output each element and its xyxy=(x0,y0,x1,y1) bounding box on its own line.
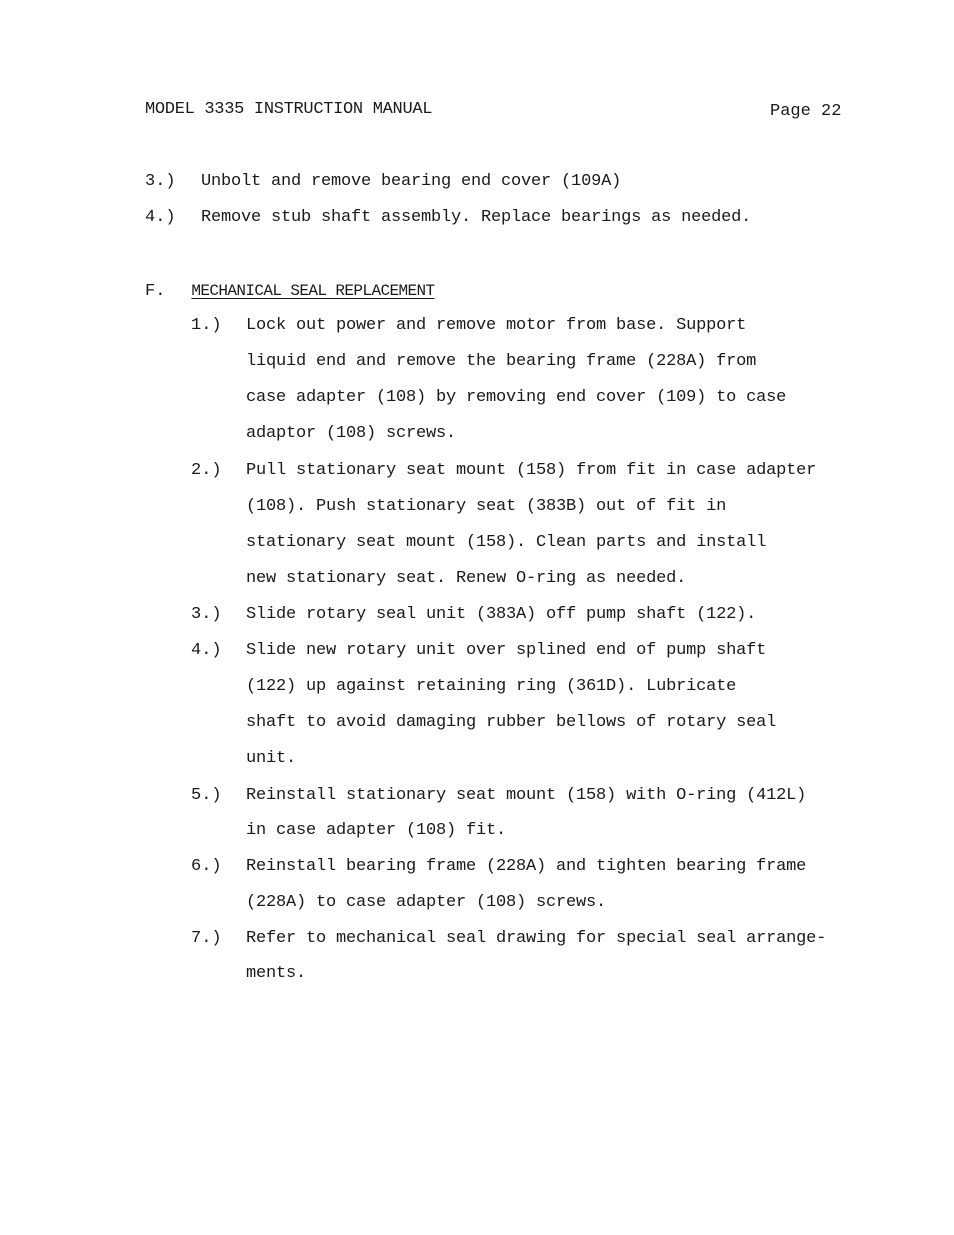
step-line: Slide rotary seal unit (383A) off pump shaft (122). xyxy=(246,605,757,624)
step-text: Unbolt and remove bearing end cover (109A) xyxy=(201,172,622,191)
step-number: 6.) xyxy=(191,857,222,876)
step-line: Pull stationary seat mount (158) from fit in case adapter xyxy=(246,461,817,480)
step-line: Slide new rotary unit over splined end of pump shaft xyxy=(246,641,767,660)
step-number: 3.) xyxy=(145,172,176,191)
step-line: Reinstall stationary seat mount (158) with O-ring (412L) xyxy=(246,786,807,805)
step-line: ments. xyxy=(246,964,307,983)
step-number: 4.) xyxy=(145,208,176,227)
manual-title: MODEL 3335 INSTRUCTION MANUAL xyxy=(145,100,433,119)
step-line: stationary seat mount (158). Clean parts and install xyxy=(246,533,767,552)
step-line: (122) up against retaining ring (361D). Lubricate xyxy=(246,677,737,696)
step-text: Remove stub shaft assembly. Replace bearings as needed. xyxy=(201,208,752,227)
step-number: 2.) xyxy=(191,461,222,480)
step-line: Reinstall bearing frame (228A) and tighten bearing frame xyxy=(246,857,807,876)
page-number: Page 22 xyxy=(770,102,842,121)
step-line: case adapter (108) by removing end cover (109) to case xyxy=(246,388,787,407)
step-number: 4.) xyxy=(191,641,222,660)
step-line: unit. xyxy=(246,749,297,768)
section-title: MECHANICAL SEAL REPLACEMENT xyxy=(191,282,435,300)
step-line: in case adapter (108) fit. xyxy=(246,821,507,840)
step-line: shaft to avoid damaging rubber bellows of rotary seal xyxy=(246,713,777,732)
section-heading xyxy=(145,282,434,301)
step-number: 5.) xyxy=(191,786,222,805)
step-number: 7.) xyxy=(191,929,222,948)
step-line: (108). Push stationary seat (383B) out of fit in xyxy=(246,497,727,516)
step-line: new stationary seat. Renew O-ring as needed. xyxy=(246,569,687,588)
step-line: adaptor (108) screws. xyxy=(246,424,457,443)
section-letter: F. xyxy=(145,282,166,301)
step-line: Lock out power and remove motor from base. Support xyxy=(246,316,747,335)
step-line: liquid end and remove the bearing frame (228A) from xyxy=(246,352,757,371)
step-line: (228A) to case adapter (108) screws. xyxy=(246,893,607,912)
step-number: 1.) xyxy=(191,316,222,335)
step-line: Refer to mechanical seal drawing for special seal arrange- xyxy=(246,929,827,948)
step-number: 3.) xyxy=(191,605,222,624)
